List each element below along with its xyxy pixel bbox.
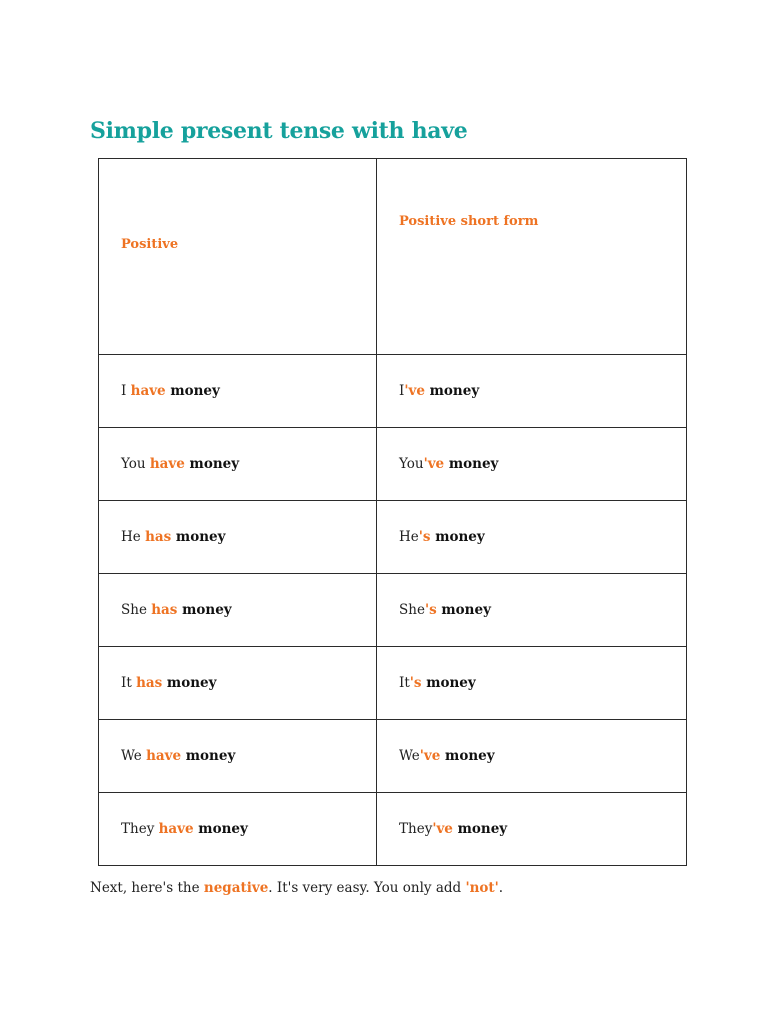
object: money — [165, 383, 220, 399]
pronoun: I — [121, 383, 131, 399]
verb: have — [130, 383, 166, 399]
positive-cell — [99, 793, 377, 866]
note-highlight-not: 'not' — [465, 880, 499, 896]
positive-cell — [99, 574, 377, 647]
object: money — [177, 602, 232, 618]
pronoun: I — [399, 383, 405, 399]
contraction: 've — [423, 456, 445, 472]
note-text-before: Next, here's the — [90, 880, 204, 896]
conjugation-table — [98, 158, 687, 866]
object: money — [444, 456, 499, 472]
table-row — [99, 793, 687, 866]
verb: have — [146, 748, 182, 764]
verb: has — [136, 675, 163, 691]
contraction: 's — [424, 602, 437, 618]
verb: has — [145, 529, 172, 545]
header-short-form-label: Positive short form — [399, 214, 539, 229]
negative-intro-paragraph — [90, 880, 503, 896]
object: money — [424, 383, 480, 399]
pronoun: It — [399, 675, 410, 691]
contraction: 's — [418, 529, 431, 545]
note-highlight-negative: negative — [203, 880, 269, 896]
pronoun: You — [121, 456, 150, 472]
note-text-middle: . It's very easy. You only add — [268, 880, 466, 896]
object: money — [440, 748, 495, 764]
pronoun: She — [121, 602, 152, 618]
positive-cell — [99, 428, 377, 501]
short-form-cell — [377, 574, 687, 647]
table-row — [99, 501, 687, 574]
header-positive-label: Positive — [121, 237, 179, 252]
verb: have — [149, 456, 185, 472]
object: money — [181, 748, 236, 764]
table-row — [99, 720, 687, 793]
pronoun: She — [399, 602, 425, 618]
verb: have — [158, 821, 194, 837]
contraction: 've — [432, 821, 453, 837]
positive-cell — [99, 647, 377, 720]
pronoun: You — [399, 456, 424, 472]
table-header-row — [99, 159, 687, 355]
positive-cell — [99, 355, 377, 428]
pronoun: They — [121, 821, 159, 837]
pronoun: He — [121, 529, 146, 545]
object: money — [193, 821, 248, 837]
short-form-cell — [377, 355, 687, 428]
table-row — [99, 647, 687, 720]
short-form-cell — [377, 793, 687, 866]
table-row — [99, 574, 687, 647]
table-row — [99, 428, 687, 501]
pronoun: It — [121, 675, 137, 691]
positive-cell — [99, 720, 377, 793]
object: money — [430, 529, 485, 545]
verb: has — [151, 602, 178, 618]
pronoun: He — [399, 529, 419, 545]
object: money — [421, 675, 476, 691]
table-row — [99, 355, 687, 428]
object: money — [171, 529, 226, 545]
object: money — [452, 821, 508, 837]
contraction: 've — [419, 748, 441, 764]
header-cell-short-form — [377, 159, 687, 355]
pronoun: They — [399, 821, 433, 837]
note-text-after: . — [498, 880, 504, 896]
object: money — [162, 675, 217, 691]
short-form-cell — [377, 647, 687, 720]
pronoun: We — [121, 748, 147, 764]
contraction: 've — [404, 383, 425, 399]
short-form-cell — [377, 720, 687, 793]
short-form-cell — [377, 428, 687, 501]
page-title: Simple present tense with have — [90, 118, 468, 144]
short-form-cell — [377, 501, 687, 574]
object: money — [436, 602, 491, 618]
object: money — [184, 456, 240, 472]
pronoun: We — [399, 748, 420, 764]
contraction: 's — [409, 675, 422, 691]
header-cell-positive — [99, 159, 377, 355]
positive-cell — [99, 501, 377, 574]
